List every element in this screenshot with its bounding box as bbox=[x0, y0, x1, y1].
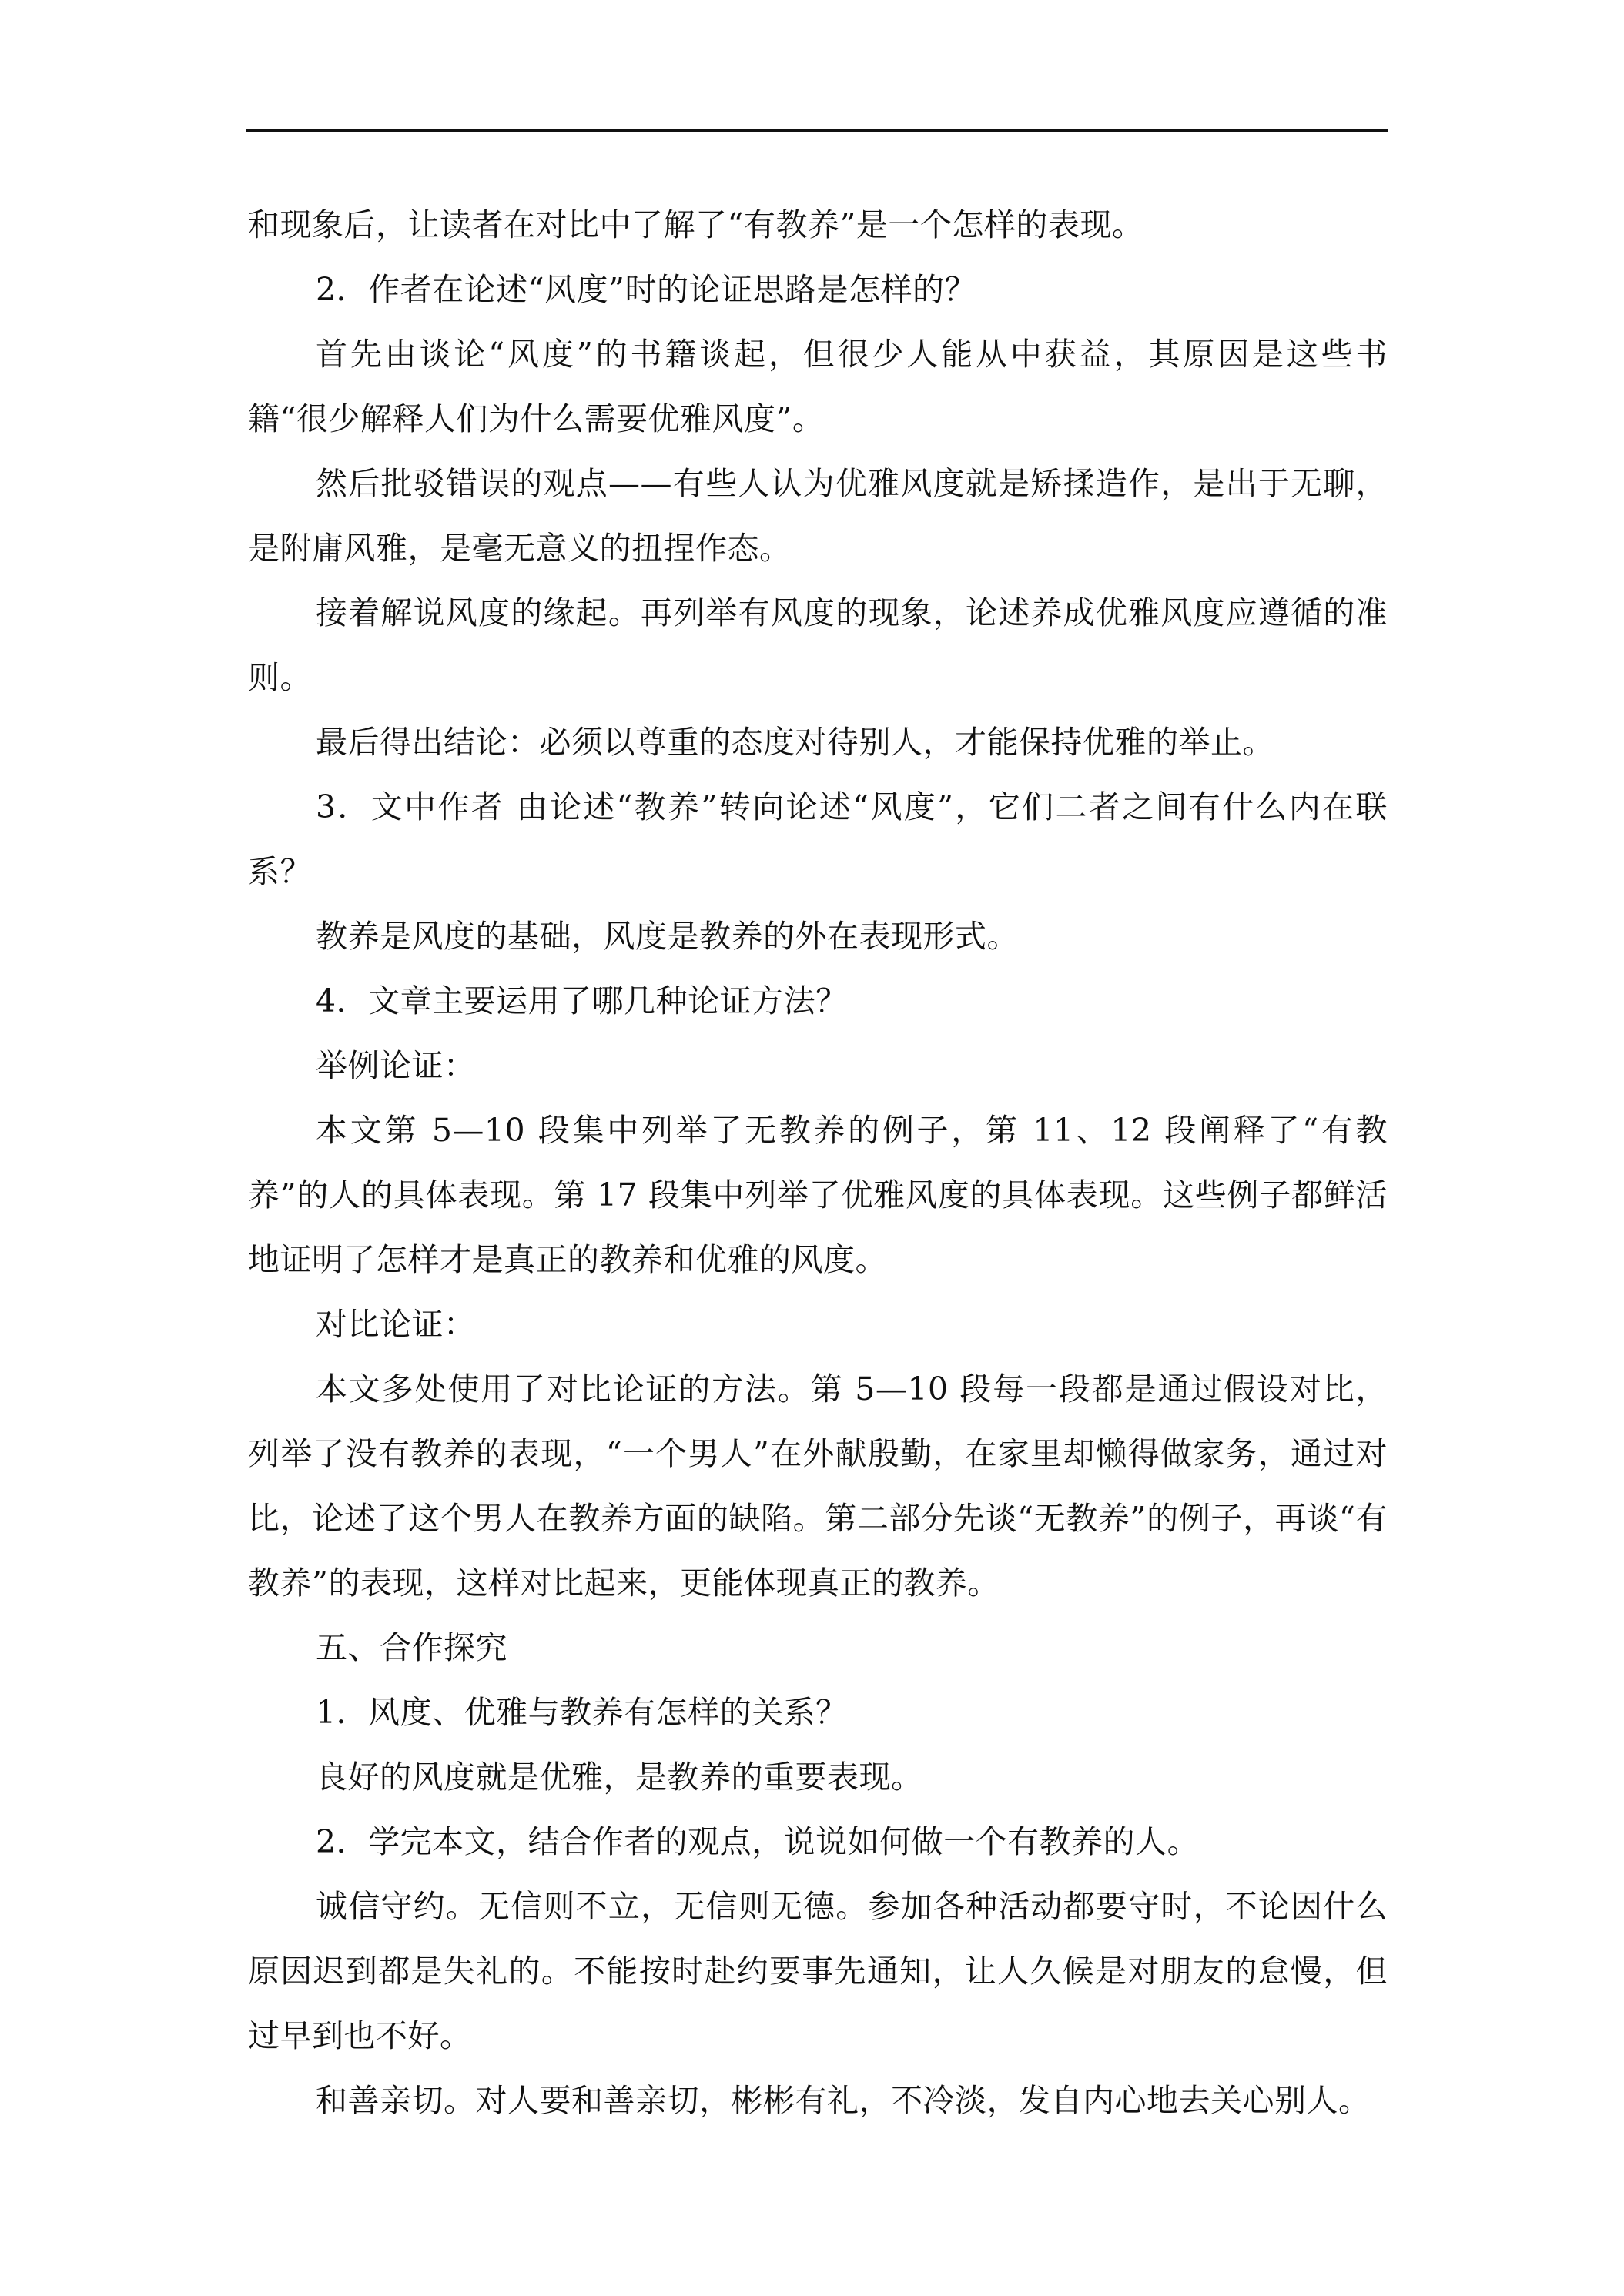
subheading-example-argument: 举例论证： bbox=[316, 1047, 476, 1084]
header-rule bbox=[246, 129, 1388, 132]
subheading-contrast-argument: 对比论证： bbox=[316, 1306, 476, 1343]
paragraph-1: 和现象后，让读者在对比中了解了“有教养”是一个怎样的表现。 bbox=[248, 206, 1144, 243]
paragraph-8: 教养是风度的基础，风度是教养的外在表现形式。 bbox=[316, 918, 1019, 955]
question-4-heading: 4．文章主要运用了哪几种论证方法？ bbox=[316, 982, 848, 1019]
paragraph-19: 和善亲切。对人要和善亲切，彬彬有礼，不冷淡，发自内心地去关心别人。 bbox=[316, 2082, 1371, 2119]
question-2b-heading: 2．学完本文，结合作者的观点，说说如何做一个有教养的人。 bbox=[316, 1823, 1200, 1860]
question-2-heading: 2．作者在论述“风度”时的论证思路是怎样的？ bbox=[316, 271, 977, 308]
question-1-heading: 1．风度、优雅与教养有怎样的关系？ bbox=[316, 1694, 848, 1731]
section-heading-5: 五、合作探究 bbox=[316, 1629, 507, 1666]
question-3-heading: 3．文中作者 由论述“教养”转向论述“风度”，它们二者之间有什么内在联系？ bbox=[248, 788, 1388, 890]
paragraph-6: 最后得出结论：必须以尊重的态度对待别人，才能保持优雅的举止。 bbox=[316, 724, 1274, 761]
paragraph-4: 然后批驳错误的观点——有些人认为优雅风度就是矫揉造作，是出于无聊，是附庸风雅，是毫无意义的扭捏作态。 bbox=[248, 465, 1388, 567]
paragraph-11: 本文第 5—10 段集中列举了无教养的例子，第 11、12 段阐释了“有教养”的人的具体表现。第 17 段集中列举了优雅风度的具体表现。这些例子都鲜活地证明了怎样才是真正的教养和优雅的风度。 bbox=[248, 1112, 1388, 1278]
document-body bbox=[248, 192, 1388, 2133]
paragraph-18: 诚信守约。无信则不立，无信则无德。参加各种活动都要守时，不论因什么原因迟到都是失礼的。不能按时赴约要事先通知，让人久候是对朋友的怠慢，但过早到也不好。 bbox=[248, 1888, 1388, 2054]
paragraph-13: 本文多处使用了对比论证的方法。第 5—10 段每一段都是通过假设对比，列举了没有教养的表现，“一个男人”在外献殷勤，在家里却懒得做家务，通过对比，论述了这个男人在教养方面的缺陷。第二部分先谈“无教养”的例子，再谈“有教养”的表现，这样对比起来，更能体现真正的教养。 bbox=[248, 1371, 1388, 1602]
paragraph-5: 接着解说风度的缘起。再列举有风度的现象，论述养成优雅风度应遵循的准则。 bbox=[248, 594, 1388, 696]
paragraph-3: 首先由谈论“风度”的书籍谈起，但很少人能从中获益，其原因是这些书籍“很少解释人们为什么需要优雅风度”。 bbox=[248, 336, 1388, 437]
paragraph-16: 良好的风度就是优雅，是教养的重要表现。 bbox=[316, 1759, 923, 1796]
